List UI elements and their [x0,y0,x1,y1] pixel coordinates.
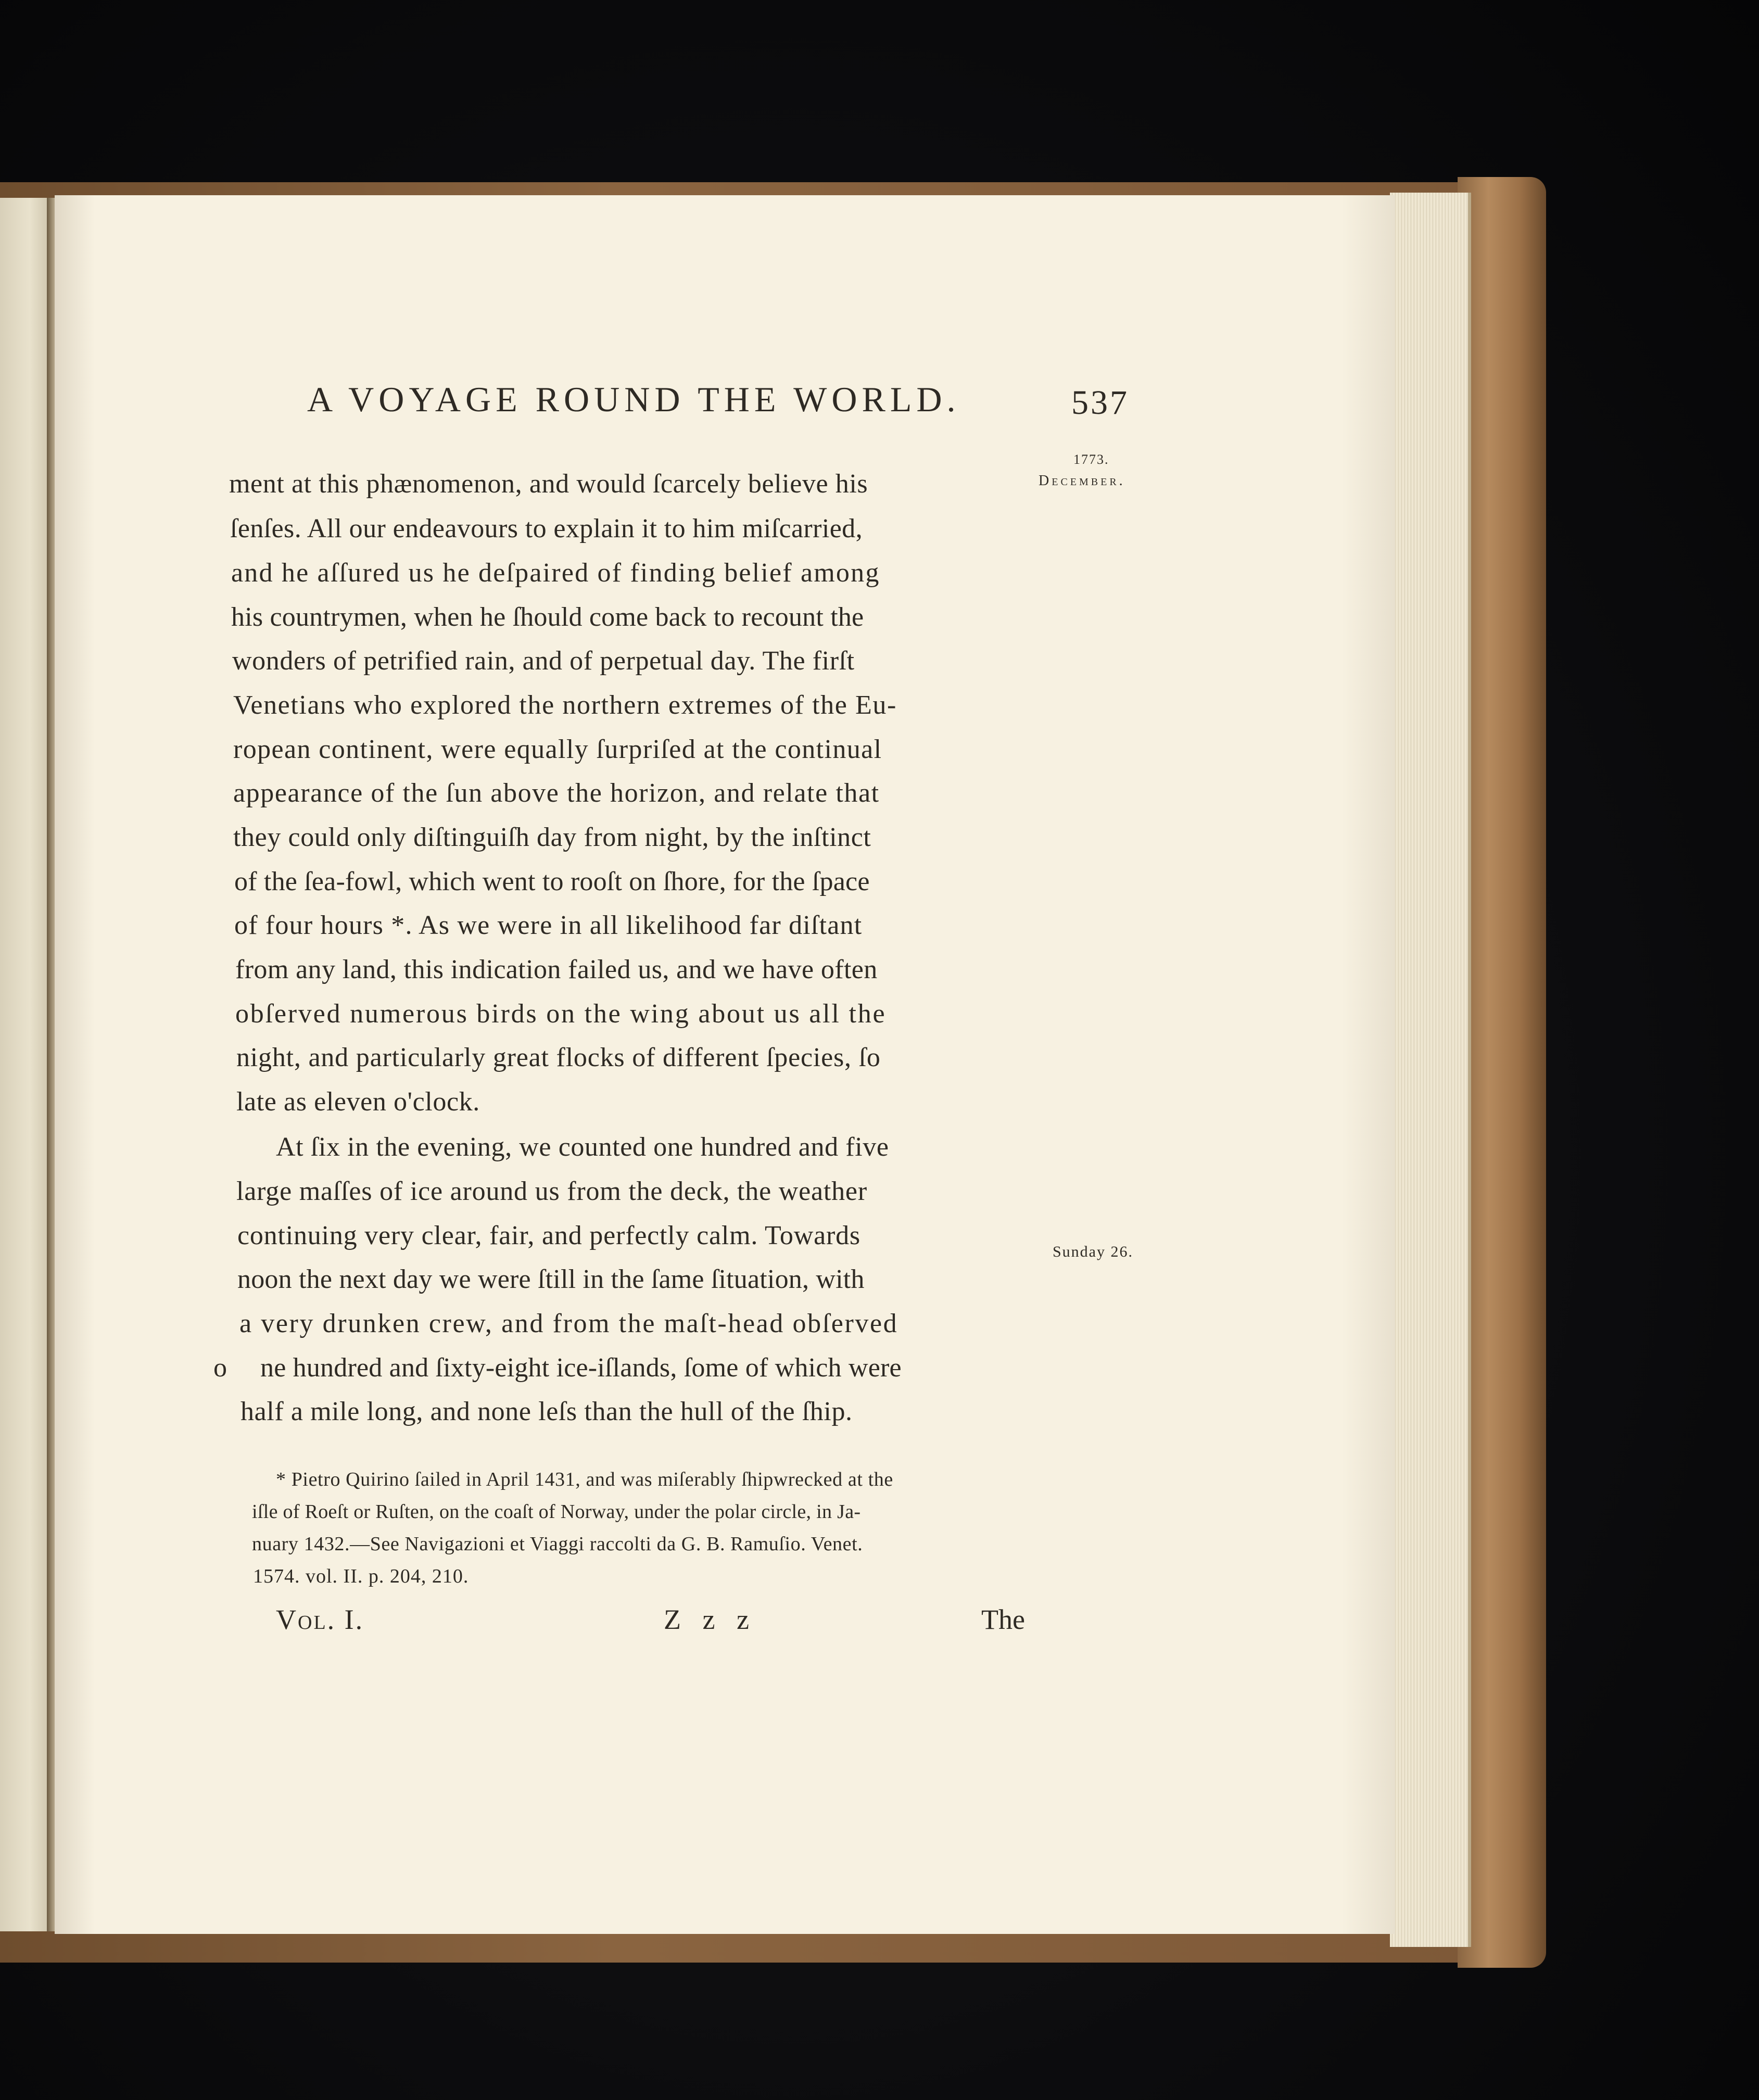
text-line: continuing very clear, fair, and perfectly calm. Towards [237,1221,860,1250]
text-line: appearance of the ſun above the horizon, and relate that [233,778,880,808]
margin-note-month: December. [1039,473,1125,489]
text-line: his countrymen, when he ſhould come back to recount the [231,602,864,632]
text-line: they could only diſtinguiſh day from night, by the inſtinct [233,823,871,852]
text-line: half a mile long, and none leſs than the hull of the ſhip. [241,1397,853,1426]
text-line: of the ſea-fowl, which went to rooſt on ſhore, for the ſpace [234,867,870,896]
text-line: night, and particularly great flocks of different ſpecies, ſo [236,1043,881,1072]
volume-mark: Vol. I. [276,1604,364,1635]
text-line: Venetians who explored the northern extremes of the Eu- [233,690,897,720]
text-line: ne hundred and ſixty-eight ice-iſlands, ſome of which were [260,1353,902,1383]
text-line: noon the next day we were ſtill in the ſame ſituation, with [237,1264,865,1294]
text-line: ſenſes. All our endeavours to explain it to him miſcarried, [230,514,863,543]
text-line: from any land, this indication failed us, and we have often [235,955,878,984]
text-line: late as eleven o'clock. [236,1087,480,1117]
running-head-title: A VOYAGE ROUND THE WORLD. [307,379,960,419]
footnote-line: iſle of Roeſt or Ruſten, on the coaſt of Norway, under the polar circle, in Ja- [252,1501,861,1523]
footnote-line: nuary 1432.—See Navigazioni et Viaggi raccolti da G. B. Ramuſio. Venet. [252,1533,863,1555]
text-line: wonders of petrified rain, and of perpetual day. The firſt [232,646,855,676]
previous-page-edge [0,198,49,1931]
text-line: large maſſes of ice around us from the deck, the weather [236,1176,867,1206]
text-line: ropean continent, were equally ſurpriſed at the continual [233,735,882,764]
text-line: obſerved numerous birds on the wing about us all the [235,999,887,1029]
margin-note-year: 1773. [1073,452,1109,467]
page-number: 537 [1071,384,1129,422]
text-line: and he aſſured us he deſpaired of finding belief among [231,558,880,588]
page-edges [1390,193,1471,1947]
catchword: The [981,1604,1025,1635]
margin-note-date: Sunday 26. [1053,1243,1133,1260]
stray-letter: o [213,1353,227,1383]
text-line: a very drunken crew, and from the maſt-head obſerved [239,1309,899,1338]
text-line: ment at this phænomenon, and would ſcarcely believe his [229,469,868,499]
text-line: At ſix in the evening, we counted one hundred and five [276,1132,889,1162]
footnote-line: 1574. vol. II. p. 204, 210. [253,1565,469,1587]
signature-mark: Z z z [664,1604,756,1635]
text-line: of four hours *. As we were in all likelihood far diſtant [234,910,863,940]
footnote-line: * Pietro Quirino ſailed in April 1431, and was miſerably ſhipwrecked at the [276,1469,893,1490]
